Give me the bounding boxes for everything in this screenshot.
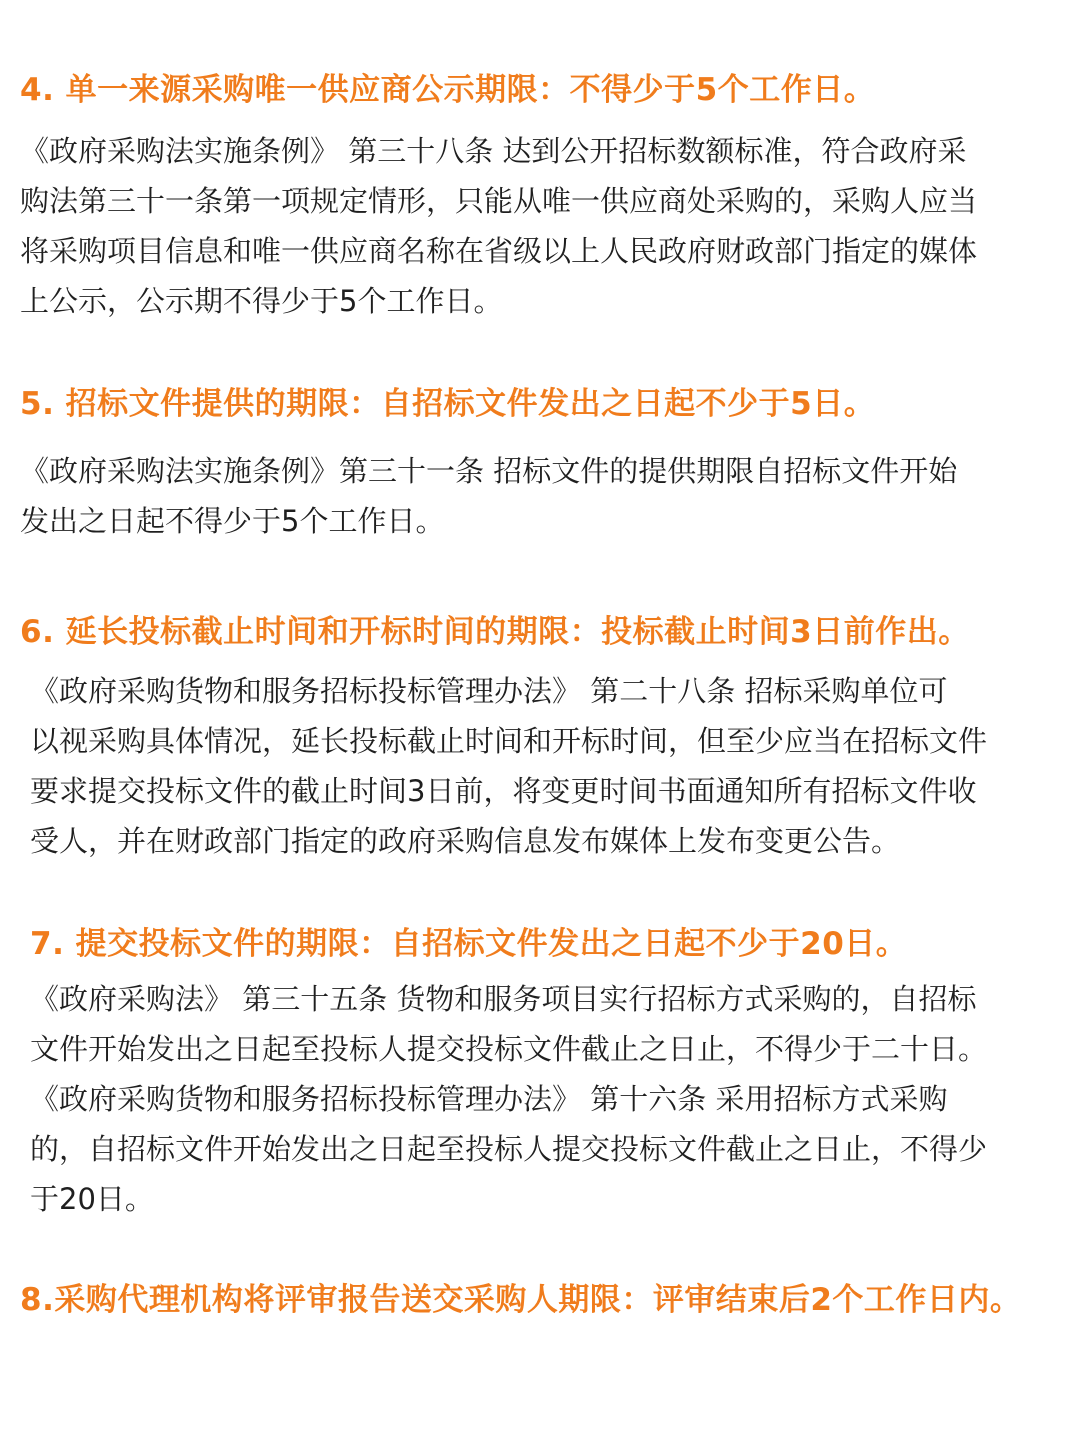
section-6-line-1: 《政府采购货物和服务招标投标管理办法》 第二十八条 招标采购单位可 <box>30 674 948 708</box>
section-5-line-2: 发出之日起不得少于5个工作日。 <box>20 504 445 538</box>
section-8-heading: 8.采购代理机构将评审报告送交采购人期限：评审结束后2个工作日内。 <box>20 1282 1022 1318</box>
section-6-line-2: 以视采购具体情况，延长投标截止时间和开标时间，但至少应当在招标文件 <box>30 724 988 758</box>
section-4-body <box>20 126 977 326</box>
section-7-line-3: 《政府采购货物和服务招标投标管理办法》 第十六条 采用招标方式采购 <box>30 1082 948 1116</box>
section-7-line-1: 《政府采购法》 第三十五条 货物和服务项目实行招标方式采购的，自招标 <box>30 982 977 1016</box>
section-7-line-4: 的，自招标文件开始发出之日起至投标人提交投标文件截止之日止，不得少 <box>30 1132 988 1166</box>
section-7-line-2: 文件开始发出之日起至投标人提交投标文件截止之日止，不得少于二十日。 <box>30 1032 988 1066</box>
section-5-heading: 5. 招标文件提供的期限：自招标文件发出之日起不少于5日。 <box>20 386 876 422</box>
section-7-body <box>30 974 987 1224</box>
section-6-line-3: 要求提交投标文件的截止时间3日前，将变更时间书面通知所有招标文件收 <box>30 774 977 808</box>
section-6-line-4: 受人，并在财政部门指定的政府采购信息发布媒体上发布变更公告。 <box>30 824 901 858</box>
section-4-heading: 4. 单一来源采购唯一供应商公示期限：不得少于5个工作日。 <box>20 72 876 108</box>
section-6-body <box>30 666 987 866</box>
section-7-heading: 7. 提交投标文件的期限：自招标文件发出之日起不少于20日。 <box>30 926 908 962</box>
section-7-line-5: 于20日。 <box>30 1182 154 1216</box>
section-5-line-1: 《政府采购法实施条例》第三十一条 招标文件的提供期限自招标文件开始 <box>20 454 958 488</box>
section-4-line-4: 上公示，公示期不得少于5个工作日。 <box>20 284 503 318</box>
section-6-heading: 6. 延长投标截止时间和开标时间的期限：投标截止时间3日前作出。 <box>20 614 970 650</box>
section-4-line-2: 购法第三十一条第一项规定情形，只能从唯一供应商处采购的，采购人应当 <box>20 184 978 218</box>
section-4-line-1: 《政府采购法实施条例》 第三十八条 达到公开招标数额标准，符合政府采 <box>20 134 967 168</box>
section-5-body <box>20 446 957 546</box>
section-4-line-3: 将采购项目信息和唯一供应商名称在省级以上人民政府财政部门指定的媒体 <box>20 234 978 268</box>
